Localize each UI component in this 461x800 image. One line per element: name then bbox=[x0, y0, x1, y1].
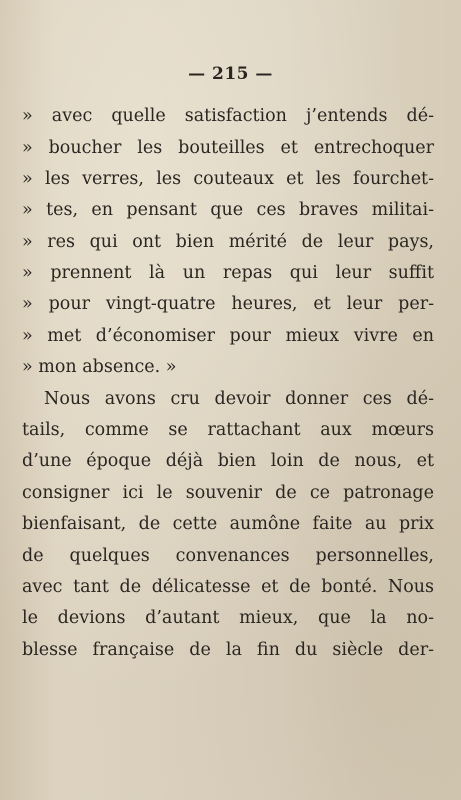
text-line: » les verres, les couteaux et les fourchet- bbox=[22, 169, 434, 189]
text-line: consigner ici le souvenir de ce patronage bbox=[22, 483, 434, 503]
text-line: » prennent là un repas qui leur suffit bbox=[22, 263, 434, 283]
text-line: Nous avons cru devoir donner ces dé- bbox=[44, 389, 434, 409]
text-line: d’une époque déjà bien loin de nous, et bbox=[22, 451, 434, 471]
text-line: avec tant de délicatesse et de bonté. Nous bbox=[22, 577, 434, 597]
text-line: blesse française de la fin du siècle der- bbox=[22, 640, 434, 660]
text-line: » res qui ont bien mérité de leur pays, bbox=[22, 232, 434, 252]
text-line: » tes, en pensant que ces braves militai- bbox=[22, 200, 434, 220]
text-line: » boucher les bouteilles et entrechoquer bbox=[22, 138, 434, 158]
text-line: » pour vingt-quatre heures, et leur per- bbox=[22, 294, 434, 314]
text-line: de quelques convenances personnelles, bbox=[22, 546, 434, 566]
text-line: tails, comme se rattachant aux mœurs bbox=[22, 420, 434, 440]
page-number: — 215 — bbox=[188, 64, 273, 84]
text-line: le devions d’autant mieux, que la no- bbox=[22, 608, 434, 628]
text-line: » met d’économiser pour mieux vivre en bbox=[22, 326, 434, 346]
text-line: » avec quelle satisfaction j’entends dé- bbox=[22, 106, 434, 126]
text-line: » mon absence. » bbox=[22, 357, 177, 377]
text-line: bienfaisant, de cette aumône faite au prix bbox=[22, 514, 434, 534]
